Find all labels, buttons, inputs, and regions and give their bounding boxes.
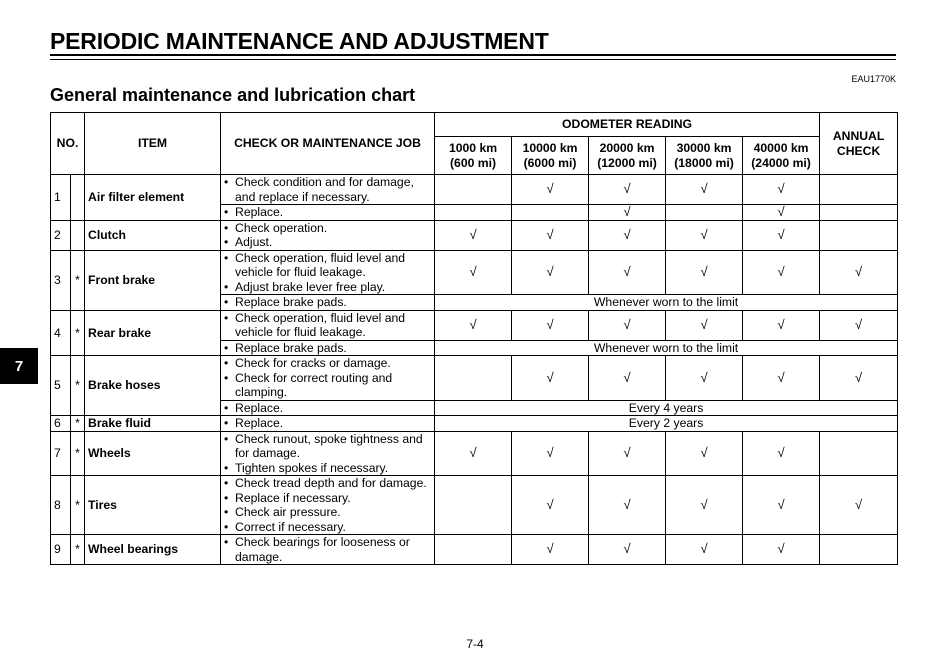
interval-km: 40000 km <box>753 141 809 155</box>
header-annual: ANNUAL CHECK <box>820 113 898 175</box>
empty-cell <box>820 535 898 565</box>
check-mark: √ <box>589 175 666 205</box>
job-line: • Check air pressure. <box>224 505 431 520</box>
table-row <box>51 220 898 250</box>
title-rule-thick <box>50 54 896 56</box>
item-marker <box>71 175 85 221</box>
empty-cell <box>820 431 898 476</box>
title-rule-thin <box>50 59 896 60</box>
maintenance-job <box>221 205 435 221</box>
check-mark: √ <box>512 175 589 205</box>
maintenance-job <box>221 416 435 432</box>
maintenance-job <box>221 295 435 311</box>
job-line: • Check for cracks or damage. <box>224 356 431 371</box>
item-name: Tires <box>85 476 221 535</box>
check-mark: √ <box>666 431 743 476</box>
page-title: PERIODIC MAINTENANCE AND ADJUSTMENT <box>50 28 549 54</box>
check-mark: √ <box>589 310 666 340</box>
check-mark: √ <box>666 250 743 295</box>
job-line: • Check condition and for damage, and replace if necessary. <box>224 175 431 204</box>
job-line: • Replace. <box>224 416 431 431</box>
item-name: Wheel bearings <box>85 535 221 565</box>
header-odometer: ODOMETER READING <box>435 113 820 137</box>
interval-mi: (24000 mi) <box>751 155 811 170</box>
interval-mi: (600 mi) <box>449 155 497 170</box>
check-mark: √ <box>743 535 820 565</box>
header-interval <box>666 137 743 175</box>
check-mark: √ <box>743 431 820 476</box>
item-marker: * <box>71 431 85 476</box>
interval-note: Every 2 years <box>435 416 898 432</box>
chapter-tab: 7 <box>0 348 38 384</box>
interval-mi: (6000 mi) <box>523 155 577 170</box>
header-item: ITEM <box>85 113 221 175</box>
item-number: 9 <box>51 535 71 565</box>
check-mark: √ <box>743 356 820 401</box>
item-number: 5 <box>51 356 71 416</box>
check-mark: √ <box>435 220 512 250</box>
maintenance-job <box>221 356 435 401</box>
maintenance-job <box>221 431 435 476</box>
check-mark: √ <box>435 310 512 340</box>
interval-km: 10000 km <box>522 141 578 155</box>
empty-cell <box>666 205 743 221</box>
job-line: • Check for correct routing and clamping. <box>224 371 431 400</box>
maintenance-job <box>221 310 435 340</box>
interval-km: 30000 km <box>676 141 732 155</box>
job-line: • Check bearings for looseness or damage. <box>224 535 431 564</box>
check-mark: √ <box>589 250 666 295</box>
job-line: • Check operation. <box>224 221 431 236</box>
empty-cell <box>820 220 898 250</box>
empty-cell <box>435 476 512 535</box>
item-number: 7 <box>51 431 71 476</box>
empty-cell <box>435 356 512 401</box>
check-mark: √ <box>820 250 898 295</box>
item-number: 6 <box>51 416 71 432</box>
check-mark: √ <box>512 535 589 565</box>
check-mark: √ <box>743 220 820 250</box>
table-row <box>51 356 898 401</box>
job-line: • Tighten spokes if necessary. <box>224 461 431 476</box>
check-mark: √ <box>512 310 589 340</box>
empty-cell <box>820 205 898 221</box>
item-number: 4 <box>51 310 71 356</box>
interval-km: 20000 km <box>599 141 655 155</box>
item-name: Front brake <box>85 250 221 310</box>
check-mark: √ <box>512 250 589 295</box>
check-mark: √ <box>743 250 820 295</box>
table-row <box>51 250 898 295</box>
maintenance-job <box>221 476 435 535</box>
interval-note: Whenever worn to the limit <box>435 340 898 356</box>
check-mark: √ <box>666 220 743 250</box>
check-mark: √ <box>666 476 743 535</box>
check-mark: √ <box>666 356 743 401</box>
empty-cell <box>435 205 512 221</box>
maintenance-job <box>221 340 435 356</box>
interval-note: Whenever worn to the limit <box>435 295 898 311</box>
job-line: • Replace brake pads. <box>224 341 431 356</box>
maintenance-job <box>221 175 435 205</box>
check-mark: √ <box>589 431 666 476</box>
job-line: • Replace. <box>224 401 431 416</box>
maintenance-job <box>221 250 435 295</box>
page-number: 7-4 <box>466 637 484 651</box>
check-mark: √ <box>512 476 589 535</box>
check-mark: √ <box>512 431 589 476</box>
check-mark: √ <box>820 356 898 401</box>
item-marker: * <box>71 310 85 356</box>
check-mark: √ <box>666 535 743 565</box>
item-marker: * <box>71 416 85 432</box>
check-mark: √ <box>820 310 898 340</box>
empty-cell <box>820 175 898 205</box>
check-mark: √ <box>743 205 820 221</box>
header-no: NO. <box>51 113 85 175</box>
header-job: CHECK OR MAINTENANCE JOB <box>221 113 435 175</box>
item-marker <box>71 220 85 250</box>
interval-note: Every 4 years <box>435 400 898 416</box>
table-row <box>51 476 898 535</box>
job-line: • Check tread depth and for damage. <box>224 476 431 491</box>
check-mark: √ <box>435 250 512 295</box>
table-row <box>51 431 898 476</box>
item-name: Wheels <box>85 431 221 476</box>
empty-cell <box>435 175 512 205</box>
job-line: • Replace. <box>224 205 431 220</box>
check-mark: √ <box>666 310 743 340</box>
interval-mi: (12000 mi) <box>597 155 657 170</box>
check-mark: √ <box>743 175 820 205</box>
check-mark: √ <box>435 431 512 476</box>
check-mark: √ <box>743 476 820 535</box>
check-mark: √ <box>666 175 743 205</box>
job-line: • Adjust brake lever free play. <box>224 280 431 295</box>
table-row <box>51 416 898 432</box>
item-number: 1 <box>51 175 71 221</box>
check-mark: √ <box>589 220 666 250</box>
item-number: 8 <box>51 476 71 535</box>
table-row <box>51 535 898 565</box>
maintenance-chart <box>50 112 898 565</box>
check-mark: √ <box>743 310 820 340</box>
header-interval <box>743 137 820 175</box>
empty-cell <box>435 535 512 565</box>
section-title: General maintenance and lubrication chart <box>50 85 416 105</box>
item-name: Air filter element <box>85 175 221 221</box>
maintenance-job <box>221 535 435 565</box>
item-name: Clutch <box>85 220 221 250</box>
job-line: • Correct if necessary. <box>224 520 431 535</box>
item-marker: * <box>71 535 85 565</box>
check-mark: √ <box>589 205 666 221</box>
header-interval <box>512 137 589 175</box>
empty-cell <box>512 205 589 221</box>
item-marker: * <box>71 250 85 310</box>
job-line: • Replace if necessary. <box>224 491 431 506</box>
item-name: Rear brake <box>85 310 221 356</box>
job-line: • Check operation, fluid level and vehicle for fluid leakage. <box>224 311 431 340</box>
item-marker: * <box>71 476 85 535</box>
job-line: • Check operation, fluid level and vehicle for fluid leakage. <box>224 251 431 280</box>
header-interval <box>435 137 512 175</box>
interval-mi: (18000 mi) <box>674 155 734 170</box>
check-mark: √ <box>589 356 666 401</box>
check-mark: √ <box>512 220 589 250</box>
check-mark: √ <box>512 356 589 401</box>
job-line: • Replace brake pads. <box>224 295 431 310</box>
item-number: 2 <box>51 220 71 250</box>
table-row <box>51 175 898 205</box>
maintenance-job <box>221 400 435 416</box>
table-row <box>51 310 898 340</box>
header-interval <box>589 137 666 175</box>
check-mark: √ <box>589 476 666 535</box>
item-name: Brake hoses <box>85 356 221 416</box>
interval-km: 1000 km <box>448 141 498 155</box>
item-name: Brake fluid <box>85 416 221 432</box>
check-mark: √ <box>589 535 666 565</box>
check-mark: √ <box>820 476 898 535</box>
job-line: • Check runout, spoke tightness and for damage. <box>224 432 431 461</box>
maintenance-job <box>221 220 435 250</box>
item-number: 3 <box>51 250 71 310</box>
item-marker: * <box>71 356 85 416</box>
document-code: EAU1770K <box>851 74 896 84</box>
job-line: • Adjust. <box>224 235 431 250</box>
